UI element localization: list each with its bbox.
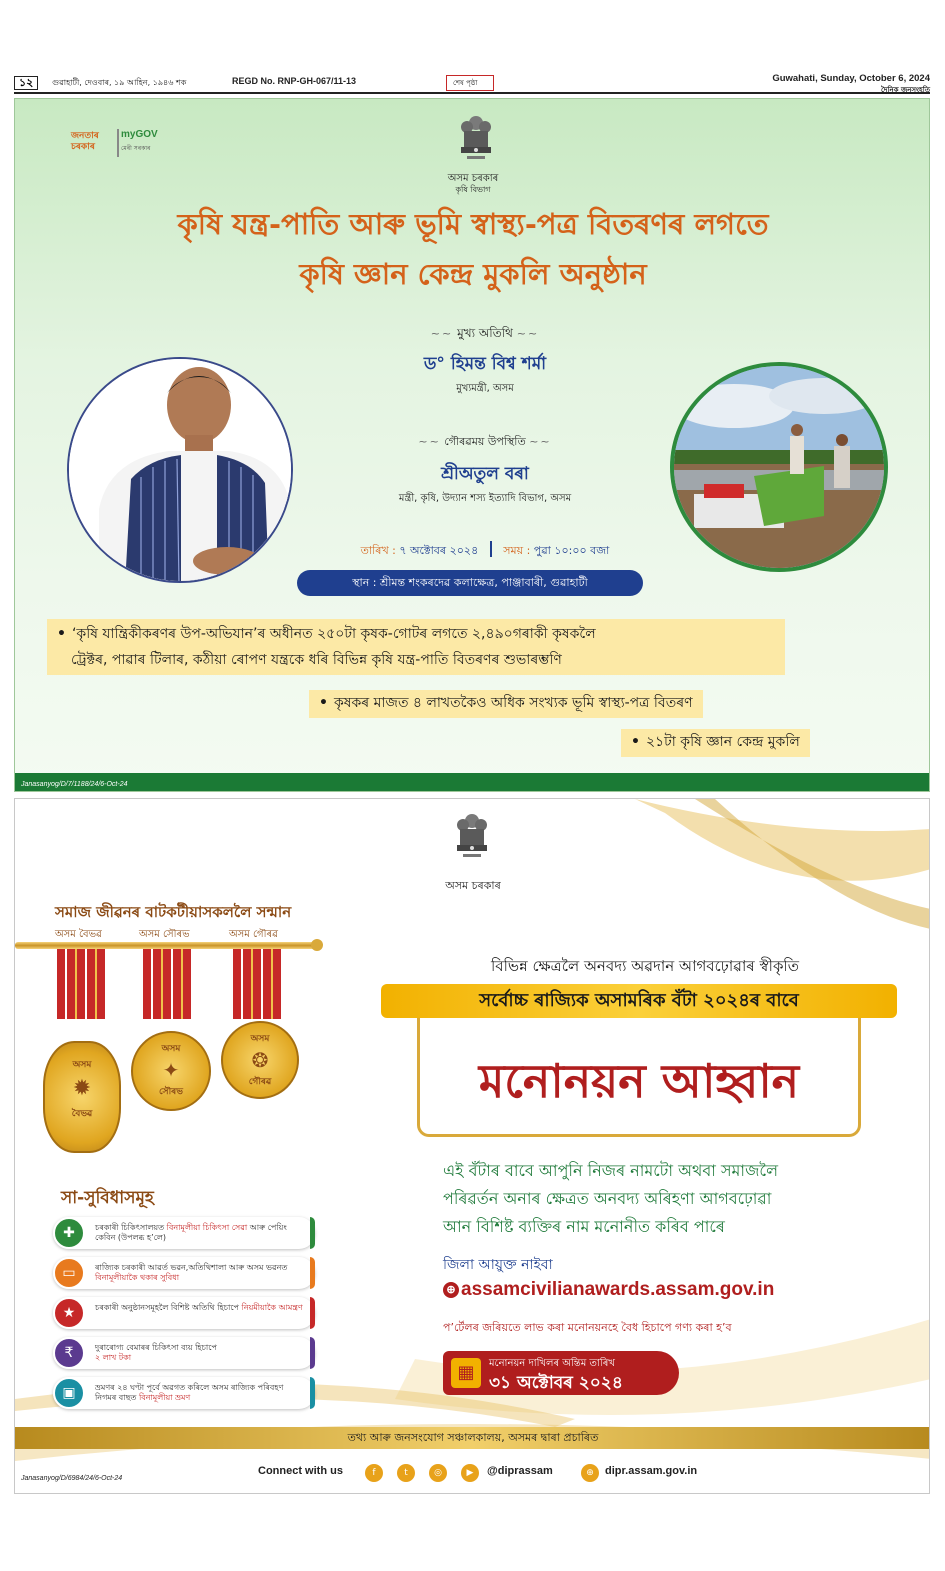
nomination-call-text: মনোনয়ন আহ্বান — [478, 1054, 800, 1108]
chief-guest-post: মুখ্যমন্ত্ৰী, অসম — [456, 383, 514, 394]
honour-title: সমাজ জীৱনৰ বাটকটীয়াসকললৈ সন্মান — [55, 903, 292, 921]
globe-icon: ⊕ — [443, 1282, 459, 1298]
medal-gaurav: অসম ❂ গৌৰৱ — [221, 1021, 299, 1099]
header-local-date: গুৱাহাটী, দেওবাৰ, ১৯ আহিন, ১৯৪৬ শক — [52, 78, 187, 87]
deadline-label: মনোনয়ন দাখিলৰ অন্তিম তাৰিখ — [489, 1358, 615, 1369]
national-emblem-icon — [453, 811, 491, 863]
chief-guest-name: ড° হিমন্ত বিশ্ব শৰ্মা — [423, 354, 547, 374]
medal-name-baibhav: অসম বৈভৱ — [55, 929, 102, 940]
facility-item: ★ চৰকাৰী অনুষ্ঠানসমূহলৈ বিশিষ্ট অতিথি হিচাপে নিয়মীয়াকৈ আমন্ত্ৰণ — [53, 1297, 315, 1329]
ribbon-saurav — [143, 949, 191, 1019]
instagram-icon[interactable]: ◎ — [429, 1464, 447, 1482]
person-portrait-icon — [69, 359, 293, 583]
newspaper-header — [14, 72, 930, 94]
event-time: পুৱা ১০:০০ বজা — [533, 544, 610, 557]
facility-item: ▭ ৰাজ্যিক চৰকাৰী আৱৰ্ত ভৱন,অতিথিশালা আৰু অসম ভৱনত বিনামূলীয়াকৈ থকাৰ সুবিধা — [53, 1257, 315, 1289]
deadline-date: ৩১ অক্টোবৰ ২০২৪ — [489, 1373, 623, 1393]
dipr-website-link[interactable]: dipr.assam.gov.in — [605, 1465, 698, 1477]
event-title-line-2: কৃষি জ্ঞান কেন্দ্ৰ মুকলি অনুষ্ঠান — [299, 257, 647, 291]
award-band: সৰ্বোচ্চ ৰাজ্যিক অসামৰিক বঁটা ২০২৪ৰ বাবে — [381, 984, 897, 1018]
ribbon-gaurav — [233, 949, 281, 1019]
deadline-badge — [443, 1351, 679, 1395]
govt-name: অসম চৰকাৰ — [445, 879, 501, 892]
bullet-farm-machinery: • ‘কৃষি যান্ত্ৰিকীকৰণৰ উপ-অভিযান’ৰ অধীনত ২৫০টা কৃষক-গোটৰ লগতে ২,৪৯০গৰাকী কৃষকলৈ ট্ৰেক্টৰ, পাৱাৰ টিলাৰ, কঠীয়া ৰোপণ যন্ত্ৰকে ধৰি বিভিন্ন কৃষি যন্ত্ৰ-পাতি বিতৰণৰ শুভাৰম্ভণি — [47, 619, 785, 675]
civilian-awards-advertisement — [14, 798, 930, 1494]
agriculture-event-advertisement — [14, 98, 930, 792]
portal-validity-note: প’ৰ্টেলৰ জৰিয়তে লাভ কৰা মনোনয়নহে বৈধ হিচাপে গণ্য কৰা হ’ব — [443, 1321, 732, 1334]
farm-machinery-photo — [670, 362, 888, 572]
bullet-soil-health-cards: • কৃষকৰ মাজত ৪ লাখতকৈও অধিক সংখ্যক ভূমি স্বাস্থ্য-পত্ৰ বিতৰণ — [309, 690, 703, 718]
header-paper-name: দৈনিক জনসংহতি — [880, 86, 930, 94]
ribbon-baibhav — [57, 949, 105, 1019]
money-icon: ₹ — [53, 1337, 85, 1369]
ad2-release-code: Janasanyog/D/6984/24/6-Oct-24 — [21, 1475, 123, 1482]
header-english-date: Guwahati, Sunday, October 6, 2024 — [772, 73, 930, 84]
calendar-icon: ▦ — [451, 1358, 481, 1388]
chief-minister-photo — [67, 357, 293, 583]
ad1-release-code: Janasanyog/D/7/1188/24/6-Oct-24 — [21, 781, 128, 788]
twitter-icon[interactable]: t — [397, 1464, 415, 1482]
bed-icon: ▭ — [53, 1257, 85, 1289]
header-last-page-label: শেষ পৃষ্ঠা — [446, 75, 494, 91]
minister-name: শ্ৰীঅতুল বৰা — [441, 464, 529, 484]
medal-baibhav: অসম ✹ বৈভৱ — [43, 1041, 121, 1153]
connect-label: Connect with us — [258, 1465, 343, 1477]
facebook-icon[interactable]: f — [365, 1464, 383, 1482]
medal-name-gaurav: অসম গৌৰৱ — [229, 929, 278, 940]
nomination-description: এই বঁটাৰ বাবে আপুনি নিজৰ নামটো অথবা সমাজলৈ পৰিৱৰ্তন অনাৰ ক্ষেত্ৰত অনবদ্য অৰিহণা আগবঢ়োৱা আন বিশিষ্ট ব্যক্তিৰ নাম মনোনীত কৰিব পাৰে — [443, 1161, 779, 1236]
facility-item: ✚ চৰকাৰী চিকিৎসালয়ত বিনামূলীয়া চিকিৎসা সেৱা আৰু পেয়িং কেবিন (উপলব্ধ হ’লে) — [53, 1217, 315, 1249]
globe-icon: ⊕ — [581, 1464, 599, 1482]
guest-icon: ★ — [53, 1297, 85, 1329]
national-emblem-icon — [457, 113, 495, 163]
medal-name-saurav: অসম সৌৰভ — [139, 929, 190, 940]
nomination-call-box — [417, 1017, 861, 1137]
recognition-heading: বিভিন্ন ক্ষেত্ৰলৈ অনবদ্য অৱদান আগবঢ়োৱাৰ স্বীকৃতি — [491, 957, 799, 975]
presence-label: ~~ গৌৰৱময় উপস্থিতি ~~ — [418, 435, 552, 448]
header-regd-number: REGD No. RNP-GH-067/11-13 — [232, 76, 357, 86]
page-number: ১২ — [14, 76, 38, 90]
event-title-line-1: কৃষি যন্ত্ৰ-পাতি আৰু ভূমি স্বাস্থ্য-পত্ৰ বিতৰণৰ লগতে — [177, 207, 769, 241]
minister-post: মন্ত্ৰী, কৃষি, উদ্যান শস্য ইত্যাদি বিভাগ, অসম — [398, 493, 572, 504]
medical-icon: ✚ — [53, 1217, 85, 1249]
district-commissioner-note: জিলা আয়ুক্ত নাইবা — [443, 1257, 553, 1273]
facilities-title: সা-সুবিধাসমূহ — [61, 1188, 154, 1208]
ad1-footer-bar — [15, 773, 930, 791]
date-time-row: তাৰিখ : ৭ অক্টোবৰ ২০২৪ সময় : পুৱা ১০:০০ বজা — [315, 541, 655, 561]
rice-transplanter-image — [674, 366, 884, 568]
youtube-icon[interactable]: ▶ — [461, 1464, 479, 1482]
facility-item: ₹ দুৰাৰোগ্য বেমাৰৰ চিকিৎসা ব্যয় হিচাপে ২ লাখ টকা — [53, 1337, 315, 1369]
bus-icon: ▣ — [53, 1377, 85, 1409]
publisher-band: তথ্য আৰু জনসংযোগ সঞ্চালকালয়, অসমৰ দ্বাৰা প্ৰচাৰিত — [15, 1427, 930, 1449]
chief-guest-label: ~~ মুখ্য অতিথি ~~ — [430, 326, 540, 340]
facility-item: ▣ ভ্ৰমণৰ ২৪ ঘণ্টা পূৰ্বে অৱগত কৰিলে অসম ৰাজ্যিক পৰিবহণ নিগমৰ বাছত বিনামূলীয়া ভ্ৰমণ — [53, 1377, 315, 1409]
janatar-chorkar-mygov-logo: জনতাৰ চৰকাৰ myGOV মেৰী সৰকাৰ — [71, 129, 155, 159]
venue-pill: স্থান : শ্ৰীমন্ত শংকৰদেৱ কলাক্ষেত্ৰ, পাঞ্জাবাৰী, গুৱাহাটী — [297, 570, 643, 596]
rod-knob — [311, 939, 323, 951]
govt-name: অসম চৰকাৰ — [447, 173, 499, 184]
medal-rod — [15, 942, 320, 949]
event-date: ৭ অক্টোবৰ ২০২৪ — [399, 544, 479, 557]
awards-website-link[interactable]: ⊕ assamcivilianawards.assam.gov.in — [443, 1279, 774, 1301]
medal-saurav: অসম ✦ সৌৰভ — [131, 1031, 211, 1111]
department-name: কৃষি বিভাগ — [455, 185, 491, 194]
bullet-krishi-gyan-kendra: • ২১টা কৃষি জ্ঞান কেন্দ্ৰ মুকলি — [621, 729, 810, 757]
social-handle[interactable]: @diprassam — [487, 1465, 553, 1477]
